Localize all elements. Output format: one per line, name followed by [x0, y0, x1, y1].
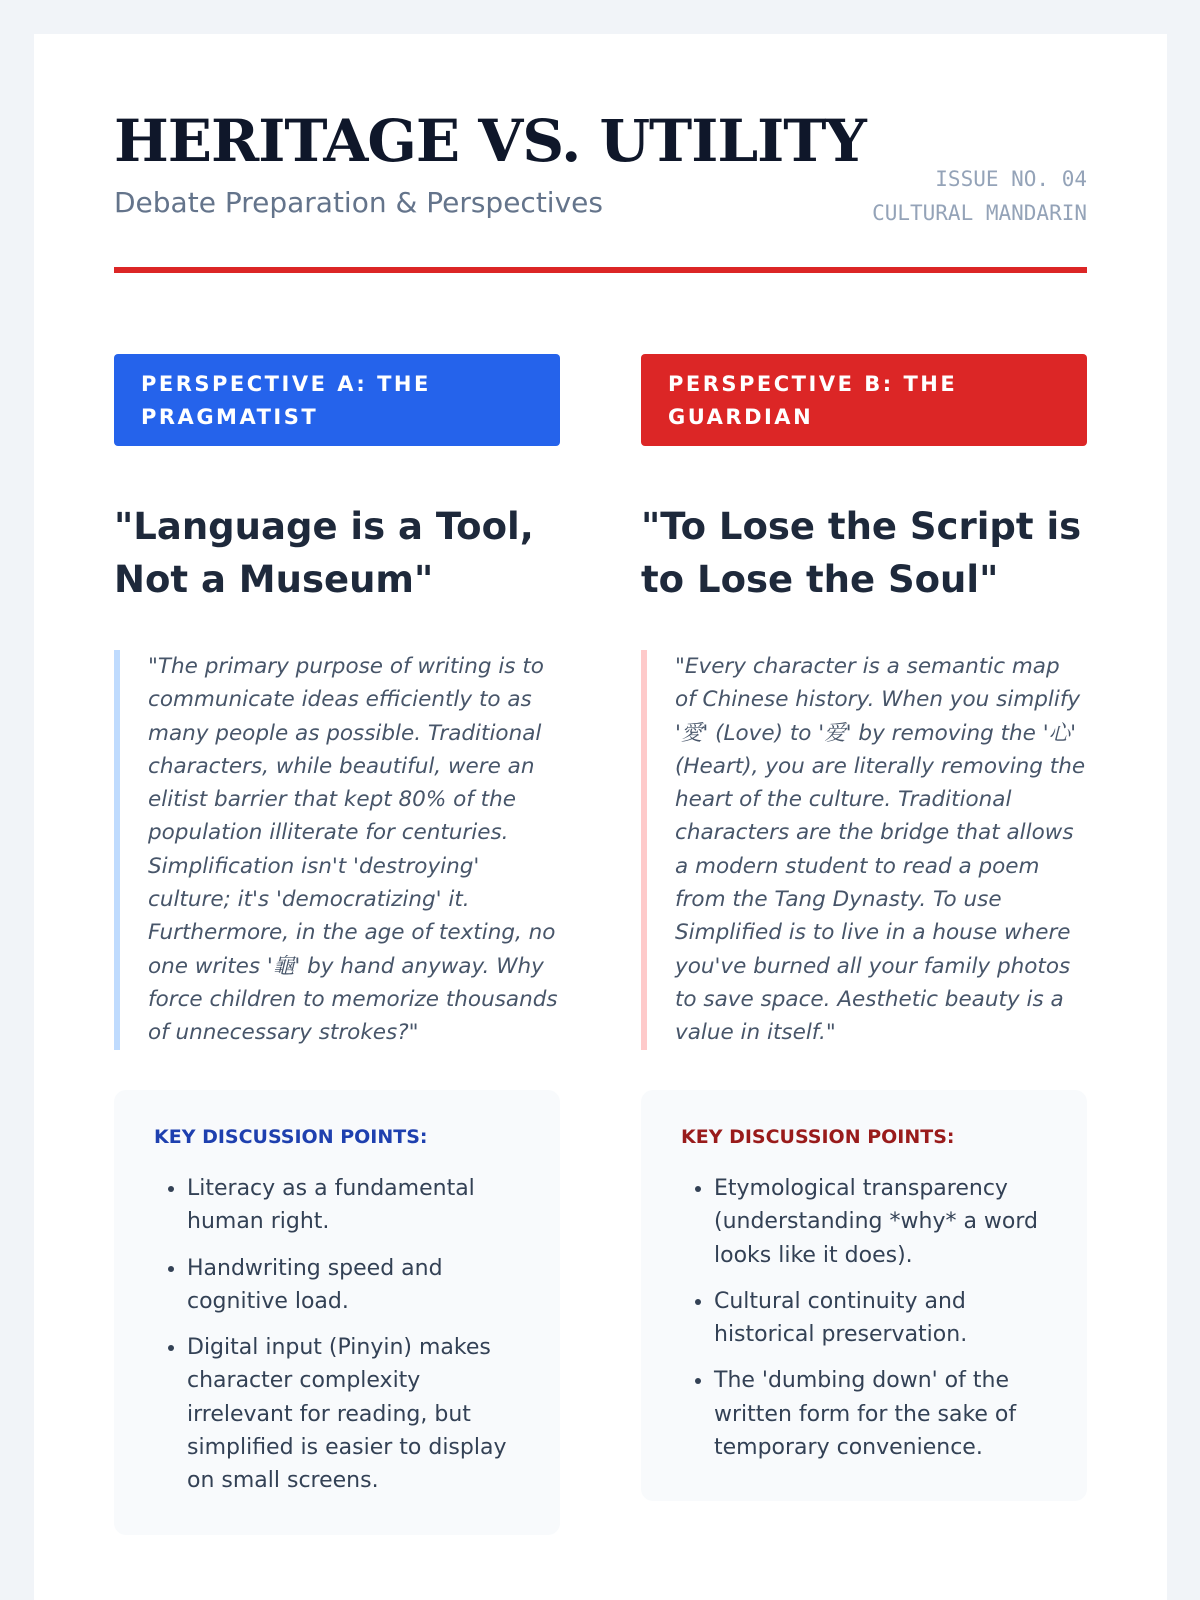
perspectives: [114, 354, 1087, 1535]
series-name: CULTURAL MANDARIN: [872, 201, 1087, 225]
perspective-b-headline: "To Lose the Script is to Lose the Soul": [641, 505, 1082, 601]
perspective-b-quote: "Every character is a semantic map of Chinese history. When you simplify '愛' (Love) to '爱' by removing the '心' (Heart), you are literally removing the heart of the culture. Traditional characters are the bridge that allows a modern student to read a poem from the Tang Dynasty. To use Simplified is to live in a house where you've burned all your family photos to save space. Aesthetic beauty is a value in itself.": [641, 650, 1087, 1050]
page-title: HERITAGE VS. UTILITY: [114, 107, 866, 175]
perspective-a-headline: "Language is a Tool, Not a Museum": [114, 505, 534, 601]
perspective-a: [114, 354, 560, 1535]
points-title: KEY DISCUSSION POINTS:: [681, 1126, 955, 1148]
masthead: [114, 34, 1087, 274]
page-subtitle: Debate Preparation & Perspectives: [114, 186, 603, 219]
list-item: • Literacy as a fundamental human right.: [187, 1172, 520, 1239]
perspective-b-points: [641, 1090, 1087, 1501]
list-item: • The 'dumbing down' of the written form for the sake of temporary convenience.: [714, 1364, 1047, 1464]
issue-number: ISSUE NO. 04: [935, 167, 1087, 191]
points-list: [154, 1172, 520, 1498]
header-divider: [114, 267, 1087, 273]
document-content: [114, 34, 1087, 1494]
document-page: [34, 34, 1167, 1600]
perspective-a-banner: PERSPECTIVE A: THE PRAGMATIST: [114, 354, 560, 446]
points-title: KEY DISCUSSION POINTS:: [154, 1126, 428, 1148]
list-item: • Handwriting speed and cognitive load.: [187, 1252, 520, 1319]
perspective-b: [641, 354, 1087, 1535]
list-item: • Digital input (Pinyin) makes character complexity irrelevant for reading, but simplified is easier to display on small screens.: [187, 1331, 520, 1497]
perspective-b-banner: PERSPECTIVE B: THE GUARDIAN: [641, 354, 1087, 446]
points-list: [681, 1172, 1047, 1464]
list-item: • Cultural continuity and historical preservation.: [714, 1285, 1047, 1352]
perspective-a-quote: "The primary purpose of writing is to communicate ideas efficiently to as many people as possible. Traditional characters, while beautiful, were an elitist barrier that kept 80% of the population illiterate for centuries. Simplification isn't 'destroying' culture; it's 'democratizing' it. Furthermore, in the age of texting, no one writes '龜' by hand anyway. Why force children to memorize thousands of unnecessary strokes?": [114, 650, 560, 1050]
perspective-a-points: [114, 1090, 560, 1535]
issue-info: [872, 162, 1087, 230]
list-item: • Etymological transparency (understanding *why* a word looks like it does).: [714, 1172, 1047, 1272]
